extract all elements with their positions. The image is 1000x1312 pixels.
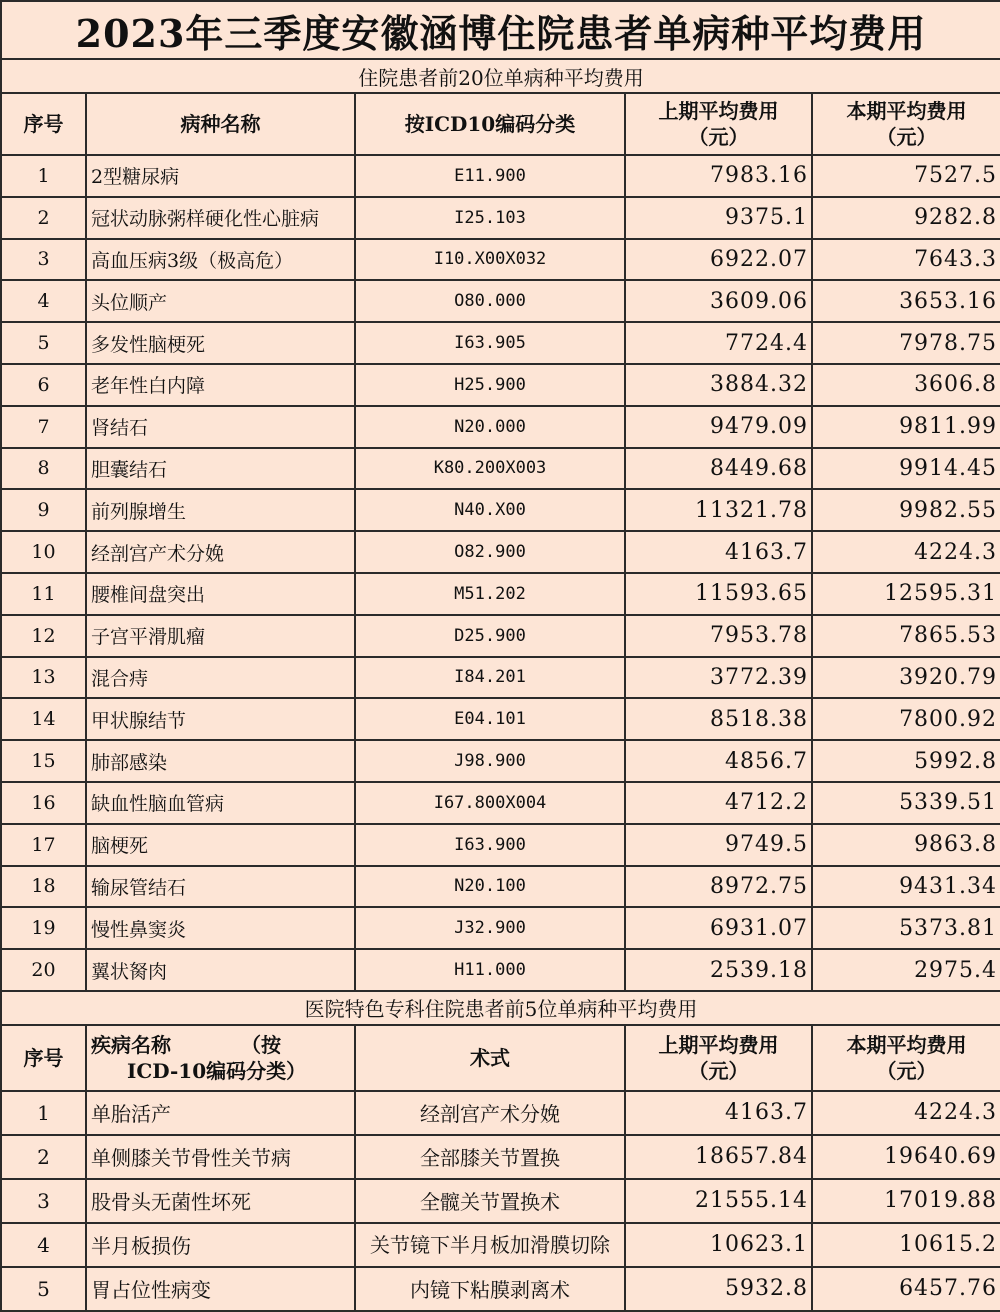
disease-name: 脑梗死 — [86, 824, 355, 866]
page-title: 2023年三季度安徽涵博住院患者单病种平均费用 — [1, 1, 1000, 59]
curr-avg-fee: 5339.51 — [812, 782, 1000, 824]
curr-avg-fee: 7643.3 — [812, 239, 1000, 281]
table-row — [1, 657, 1000, 699]
curr-avg-fee: 3653.16 — [812, 280, 1000, 322]
curr-avg-fee: 6457.76 — [812, 1267, 1000, 1311]
disease-name: 2型糖尿病 — [86, 155, 355, 197]
prev-avg-fee: 4163.7 — [625, 1091, 812, 1135]
header-curr-line2: （元） — [876, 125, 937, 149]
table-row — [1, 740, 1000, 782]
row-index: 1 — [1, 1091, 86, 1135]
prev-avg-fee: 9749.5 — [625, 824, 812, 866]
header2-disease-name — [86, 1025, 355, 1091]
prev-avg-fee: 9479.09 — [625, 406, 812, 448]
header2-name-line2: ICD-10编码分类） — [127, 1058, 307, 1083]
header-disease-name: 病种名称 — [86, 93, 355, 155]
row-index: 17 — [1, 824, 86, 866]
header2-prev-avg-fee — [625, 1025, 812, 1091]
disease-name: 输尿管结石 — [86, 866, 355, 908]
header2-curr-line1: 本期平均费用 — [846, 1032, 967, 1057]
disease-name: 高血压病3级（极高危） — [86, 239, 355, 281]
prev-avg-fee: 21555.14 — [625, 1179, 812, 1223]
icd-code: I63.900 — [355, 824, 625, 866]
disease-name: 冠状动脉粥样硬化性心脏病 — [86, 197, 355, 239]
table-row — [1, 573, 1000, 615]
row-index: 8 — [1, 448, 86, 490]
header-icd-code: 按ICD10编码分类 — [355, 93, 625, 155]
disease-name: 半月板损伤 — [86, 1223, 355, 1267]
row-index: 4 — [1, 1223, 86, 1267]
header-prev-line2: （元） — [688, 125, 749, 149]
disease-name: 股骨头无菌性坏死 — [86, 1179, 355, 1223]
prev-avg-fee: 9375.1 — [625, 197, 812, 239]
icd-code: H11.000 — [355, 949, 625, 991]
prev-avg-fee: 3884.32 — [625, 364, 812, 406]
header2-curr-avg-fee — [812, 1025, 1000, 1091]
header2-index: 序号 — [1, 1025, 86, 1091]
table-row — [1, 155, 1000, 197]
curr-avg-fee: 5992.8 — [812, 740, 1000, 782]
disease-name: 子宫平滑肌瘤 — [86, 615, 355, 657]
curr-avg-fee: 9282.8 — [812, 197, 1000, 239]
prev-avg-fee: 2539.18 — [625, 949, 812, 991]
header-prev-line1: 上期平均费用 — [658, 99, 779, 123]
icd-code: I84.201 — [355, 657, 625, 699]
row-index: 9 — [1, 489, 86, 531]
curr-avg-fee: 3606.8 — [812, 364, 1000, 406]
prev-avg-fee: 8449.68 — [625, 448, 812, 490]
curr-avg-fee: 9863.8 — [812, 824, 1000, 866]
row-index: 12 — [1, 615, 86, 657]
prev-avg-fee: 7983.16 — [625, 155, 812, 197]
curr-avg-fee: 7865.53 — [812, 615, 1000, 657]
row-index: 6 — [1, 364, 86, 406]
table-row — [1, 1135, 1000, 1179]
prev-avg-fee: 6931.07 — [625, 907, 812, 949]
header-prev-avg-fee — [625, 93, 812, 155]
procedure-name: 全髋关节置换术 — [355, 1179, 625, 1223]
table-row — [1, 239, 1000, 281]
disease-name: 经剖宫产术分娩 — [86, 531, 355, 573]
icd-code: K80.200X003 — [355, 448, 625, 490]
curr-avg-fee: 17019.88 — [812, 1179, 1000, 1223]
table-row — [1, 1091, 1000, 1135]
section2-heading: 医院特色专科住院患者前5位单病种平均费用 — [1, 991, 1000, 1025]
curr-avg-fee: 19640.69 — [812, 1135, 1000, 1179]
disease-name: 胃占位性病变 — [86, 1267, 355, 1311]
icd-code: E04.101 — [355, 698, 625, 740]
curr-avg-fee: 3920.79 — [812, 657, 1000, 699]
curr-avg-fee: 12595.31 — [812, 573, 1000, 615]
table-row — [1, 1223, 1000, 1267]
row-index: 14 — [1, 698, 86, 740]
curr-avg-fee: 7800.92 — [812, 698, 1000, 740]
disease-name: 缺血性脑血管病 — [86, 782, 355, 824]
icd-code: I25.103 — [355, 197, 625, 239]
curr-avg-fee: 9982.55 — [812, 489, 1000, 531]
prev-avg-fee: 4856.7 — [625, 740, 812, 782]
header2-procedure: 术式 — [355, 1025, 625, 1091]
disease-name: 甲状腺结节 — [86, 698, 355, 740]
row-index: 3 — [1, 239, 86, 281]
row-index: 2 — [1, 197, 86, 239]
row-index: 5 — [1, 322, 86, 364]
row-index: 4 — [1, 280, 86, 322]
table-row — [1, 406, 1000, 448]
icd-code: N20.100 — [355, 866, 625, 908]
icd-code: J98.900 — [355, 740, 625, 782]
disease-name: 混合痔 — [86, 657, 355, 699]
icd-code: O80.000 — [355, 280, 625, 322]
prev-avg-fee: 8518.38 — [625, 698, 812, 740]
disease-name: 单胎活产 — [86, 1091, 355, 1135]
header2-prev-line2: （元） — [688, 1058, 749, 1083]
table-row — [1, 1267, 1000, 1311]
table-row — [1, 824, 1000, 866]
table-row — [1, 364, 1000, 406]
disease-name: 前列腺增生 — [86, 489, 355, 531]
row-index: 20 — [1, 949, 86, 991]
prev-avg-fee: 10623.1 — [625, 1223, 812, 1267]
prev-avg-fee: 3772.39 — [625, 657, 812, 699]
row-index: 15 — [1, 740, 86, 782]
header2-prev-line1: 上期平均费用 — [658, 1032, 779, 1057]
procedure-name: 关节镜下半月板加滑膜切除 — [355, 1223, 625, 1267]
procedure-name: 内镜下粘膜剥离术 — [355, 1267, 625, 1311]
disease-name: 慢性鼻窦炎 — [86, 907, 355, 949]
prev-avg-fee: 3609.06 — [625, 280, 812, 322]
header-index: 序号 — [1, 93, 86, 155]
prev-avg-fee: 4712.2 — [625, 782, 812, 824]
disease-name: 单侧膝关节骨性关节病 — [86, 1135, 355, 1179]
icd-code: I67.800X004 — [355, 782, 625, 824]
disease-name: 翼状胬肉 — [86, 949, 355, 991]
curr-avg-fee: 4224.3 — [812, 1091, 1000, 1135]
disease-name: 头位顺产 — [86, 280, 355, 322]
icd-code: J32.900 — [355, 907, 625, 949]
disease-name: 肺部感染 — [86, 740, 355, 782]
disease-name: 肾结石 — [86, 406, 355, 448]
icd-code: H25.900 — [355, 364, 625, 406]
prev-avg-fee: 7953.78 — [625, 615, 812, 657]
header-curr-line1: 本期平均费用 — [846, 99, 967, 123]
icd-code: N20.000 — [355, 406, 625, 448]
table-row — [1, 615, 1000, 657]
icd-code: I63.905 — [355, 322, 625, 364]
prev-avg-fee: 18657.84 — [625, 1135, 812, 1179]
icd-code: I10.X00X032 — [355, 239, 625, 281]
curr-avg-fee: 4224.3 — [812, 531, 1000, 573]
prev-avg-fee: 11321.78 — [625, 489, 812, 531]
header2-curr-line2: （元） — [876, 1058, 937, 1083]
prev-avg-fee: 8972.75 — [625, 866, 812, 908]
prev-avg-fee: 6922.07 — [625, 239, 812, 281]
row-index: 5 — [1, 1267, 86, 1311]
table-row — [1, 866, 1000, 908]
table-row — [1, 197, 1000, 239]
procedure-name: 全部膝关节置换 — [355, 1135, 625, 1179]
row-index: 18 — [1, 866, 86, 908]
curr-avg-fee: 9431.34 — [812, 866, 1000, 908]
row-index: 13 — [1, 657, 86, 699]
table-row — [1, 489, 1000, 531]
procedure-name: 经剖宫产术分娩 — [355, 1091, 625, 1135]
header2-name-line1: 疾病名称 （按 — [91, 1032, 281, 1057]
row-index: 10 — [1, 531, 86, 573]
table-row — [1, 698, 1000, 740]
curr-avg-fee: 10615.2 — [812, 1223, 1000, 1267]
row-index: 19 — [1, 907, 86, 949]
icd-code: N40.X00 — [355, 489, 625, 531]
section1-heading: 住院患者前20位单病种平均费用 — [1, 59, 1000, 93]
table-row — [1, 1179, 1000, 1223]
prev-avg-fee: 11593.65 — [625, 573, 812, 615]
curr-avg-fee: 7978.75 — [812, 322, 1000, 364]
row-index: 7 — [1, 406, 86, 448]
table-row — [1, 280, 1000, 322]
curr-avg-fee: 7527.5 — [812, 155, 1000, 197]
table-row — [1, 782, 1000, 824]
icd-code: E11.900 — [355, 155, 625, 197]
curr-avg-fee: 9914.45 — [812, 448, 1000, 490]
disease-name: 腰椎间盘突出 — [86, 573, 355, 615]
disease-name: 多发性脑梗死 — [86, 322, 355, 364]
table-row — [1, 448, 1000, 490]
icd-code: O82.900 — [355, 531, 625, 573]
icd-code: D25.900 — [355, 615, 625, 657]
table-row — [1, 907, 1000, 949]
icd-code: M51.202 — [355, 573, 625, 615]
curr-avg-fee: 2975.4 — [812, 949, 1000, 991]
row-index: 2 — [1, 1135, 86, 1179]
prev-avg-fee: 5932.8 — [625, 1267, 812, 1311]
prev-avg-fee: 7724.4 — [625, 322, 812, 364]
curr-avg-fee: 9811.99 — [812, 406, 1000, 448]
row-index: 3 — [1, 1179, 86, 1223]
row-index: 16 — [1, 782, 86, 824]
curr-avg-fee: 5373.81 — [812, 907, 1000, 949]
table-row — [1, 531, 1000, 573]
row-index: 11 — [1, 573, 86, 615]
table-row — [1, 949, 1000, 991]
disease-name: 胆囊结石 — [86, 448, 355, 490]
table-row — [1, 322, 1000, 364]
header-curr-avg-fee — [812, 93, 1000, 155]
prev-avg-fee: 4163.7 — [625, 531, 812, 573]
disease-name: 老年性白内障 — [86, 364, 355, 406]
row-index: 1 — [1, 155, 86, 197]
